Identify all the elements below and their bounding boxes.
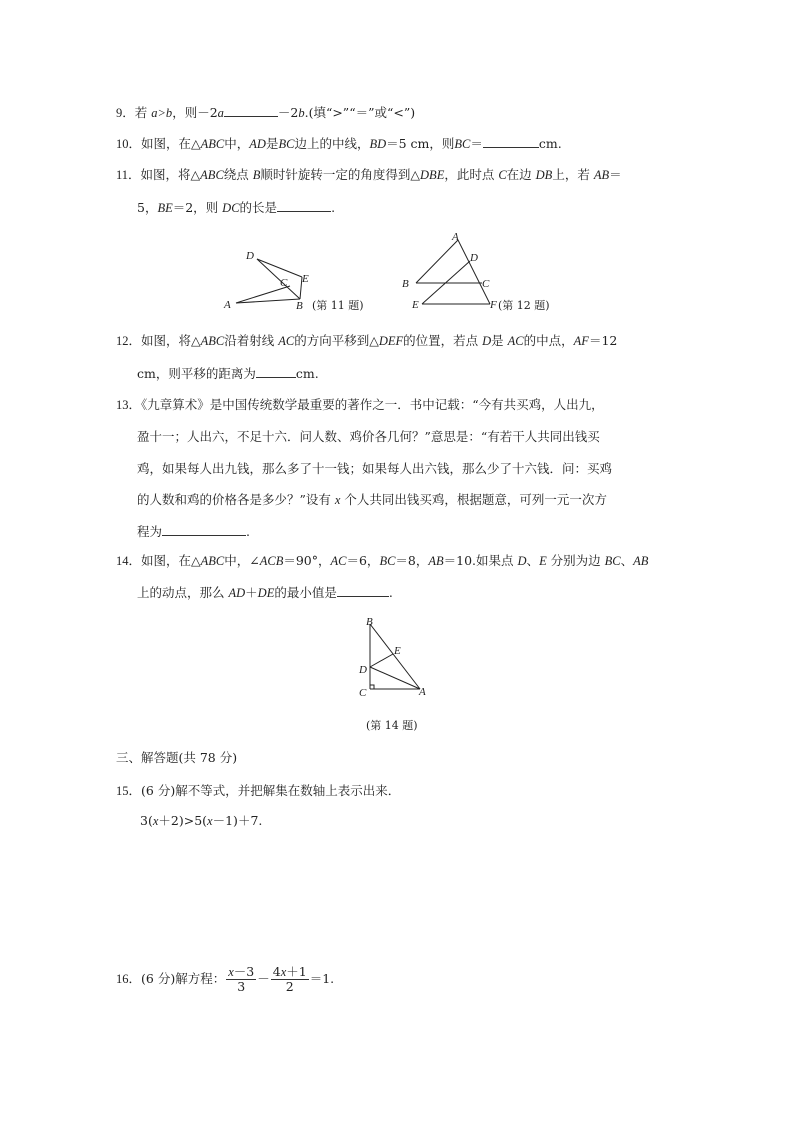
label-D: D: [359, 664, 367, 676]
figure-12-caption: (第 12 题): [498, 299, 550, 312]
segment-AB: [416, 240, 458, 283]
answer-blank: [483, 135, 539, 148]
question-number: 16．: [116, 972, 142, 986]
segment-DE: [370, 654, 393, 667]
question-9: 9．若 a>b，则－2a －2b.(填“>”“＝”或“<”): [116, 105, 416, 120]
answer-blank: [256, 365, 296, 378]
answer-blank: [224, 104, 278, 117]
answer-blank: [162, 523, 246, 536]
question-number: 13．: [116, 398, 142, 412]
label-E: E: [394, 645, 401, 657]
question-12-line-2: cm，则平移的距离为 cm.: [137, 366, 319, 381]
question-10: 10．如图，在△ABC中，AD是BC边上的中线，BD＝5 cm，则BC＝ cm.: [116, 136, 562, 151]
label-A: A: [224, 299, 231, 311]
figure-14: [352, 612, 446, 736]
question-11-line-1: 11．如图，将△ABC绕点 B顺时针旋转一定的角度得到△DBE，此时点 C在边 DB上，若 AB＝: [116, 167, 622, 182]
question-14-line-2: 上的动点，那么 AD＋DE的最小值是 .: [137, 585, 393, 600]
label-D: D: [470, 252, 478, 264]
question-11-line-2: 5，BE＝2，则 DC的长是 .: [137, 200, 336, 215]
label-B: B: [296, 300, 303, 312]
fraction-1: $\frac{x-3}{3}$: [228, 964, 255, 994]
segment-DA: [370, 667, 420, 689]
question-number: 11．: [116, 168, 141, 182]
question-number: 10．: [116, 137, 142, 151]
question-14-line-1: 14．如图，在△ABC中，∠ACB＝90°，AC＝6，BC＝8，AB＝10.如果点 D、E 分别为边 BC、AB: [116, 553, 649, 568]
question-13-line-4: 的人数和鸡的价格各是多少？”设有 x 个人共同出钱买鸡，根据题意，可列一元一次方: [137, 492, 607, 507]
figure-11: [220, 244, 380, 316]
answer-blank: [337, 584, 389, 597]
label-C: C: [359, 687, 367, 699]
question-16: 16．(6 分)解方程： $\frac{x-3}{3}$ － $\frac{4x+1}{2}$ ＝1.: [116, 964, 335, 994]
segment-AF: [458, 240, 490, 304]
label-A: A: [419, 686, 426, 698]
label-E: E: [302, 273, 309, 285]
label-A: A: [452, 231, 459, 243]
question-13-line-3: 鸡，如果每人出九钱，那么多了十一钱；如果每人出六钱，那么少了十六钱．问：买鸡: [137, 461, 613, 476]
label-C: C: [482, 278, 490, 290]
question-13-line-2: 盈十一；人出六，不足十六．问人数、鸡价各几何？”意思是：“有若干人共同出钱买: [137, 429, 600, 444]
fraction-2: $\frac{4x+1}{2}$: [272, 964, 307, 994]
answer-blank: [277, 199, 331, 212]
label-E: E: [412, 299, 419, 311]
question-15-inequality: 3(x＋2)>5(x－1)＋7.: [140, 813, 263, 828]
question-13-line-5: 程为 .: [137, 524, 250, 539]
section-3-heading: 三、解答题(共 78 分): [116, 750, 238, 765]
figure-12: [398, 228, 568, 318]
question-15: 15．(6 分)解不等式，并把解集在数轴上表示出来．: [116, 783, 401, 798]
segment-DE: [257, 259, 302, 277]
segment-DB: [257, 259, 300, 299]
label-D: D: [246, 250, 254, 262]
label-F: F: [490, 299, 497, 311]
label-C: C: [280, 277, 288, 289]
figure-14-caption: (第 14 题): [366, 719, 418, 732]
question-13-line-1: 13．《九章算术》是中国传统数学最重要的著作之一．书中记载：“今有共买鸡，人出九，: [116, 397, 604, 412]
question-number: 15．: [116, 784, 142, 798]
label-B: B: [366, 616, 373, 628]
question-number: 14．: [116, 554, 142, 568]
question-12-line-1: 12．如图，将△ABC沿着射线 AC的方向平移到△DEF的位置，若点 D是 AC的中点，AF＝12: [116, 333, 618, 348]
question-number: 9．: [116, 106, 135, 120]
label-B: B: [402, 278, 409, 290]
question-number: 12．: [116, 334, 142, 348]
right-angle-mark: [370, 685, 374, 689]
figure-11-caption: (第 11 题): [312, 299, 364, 312]
